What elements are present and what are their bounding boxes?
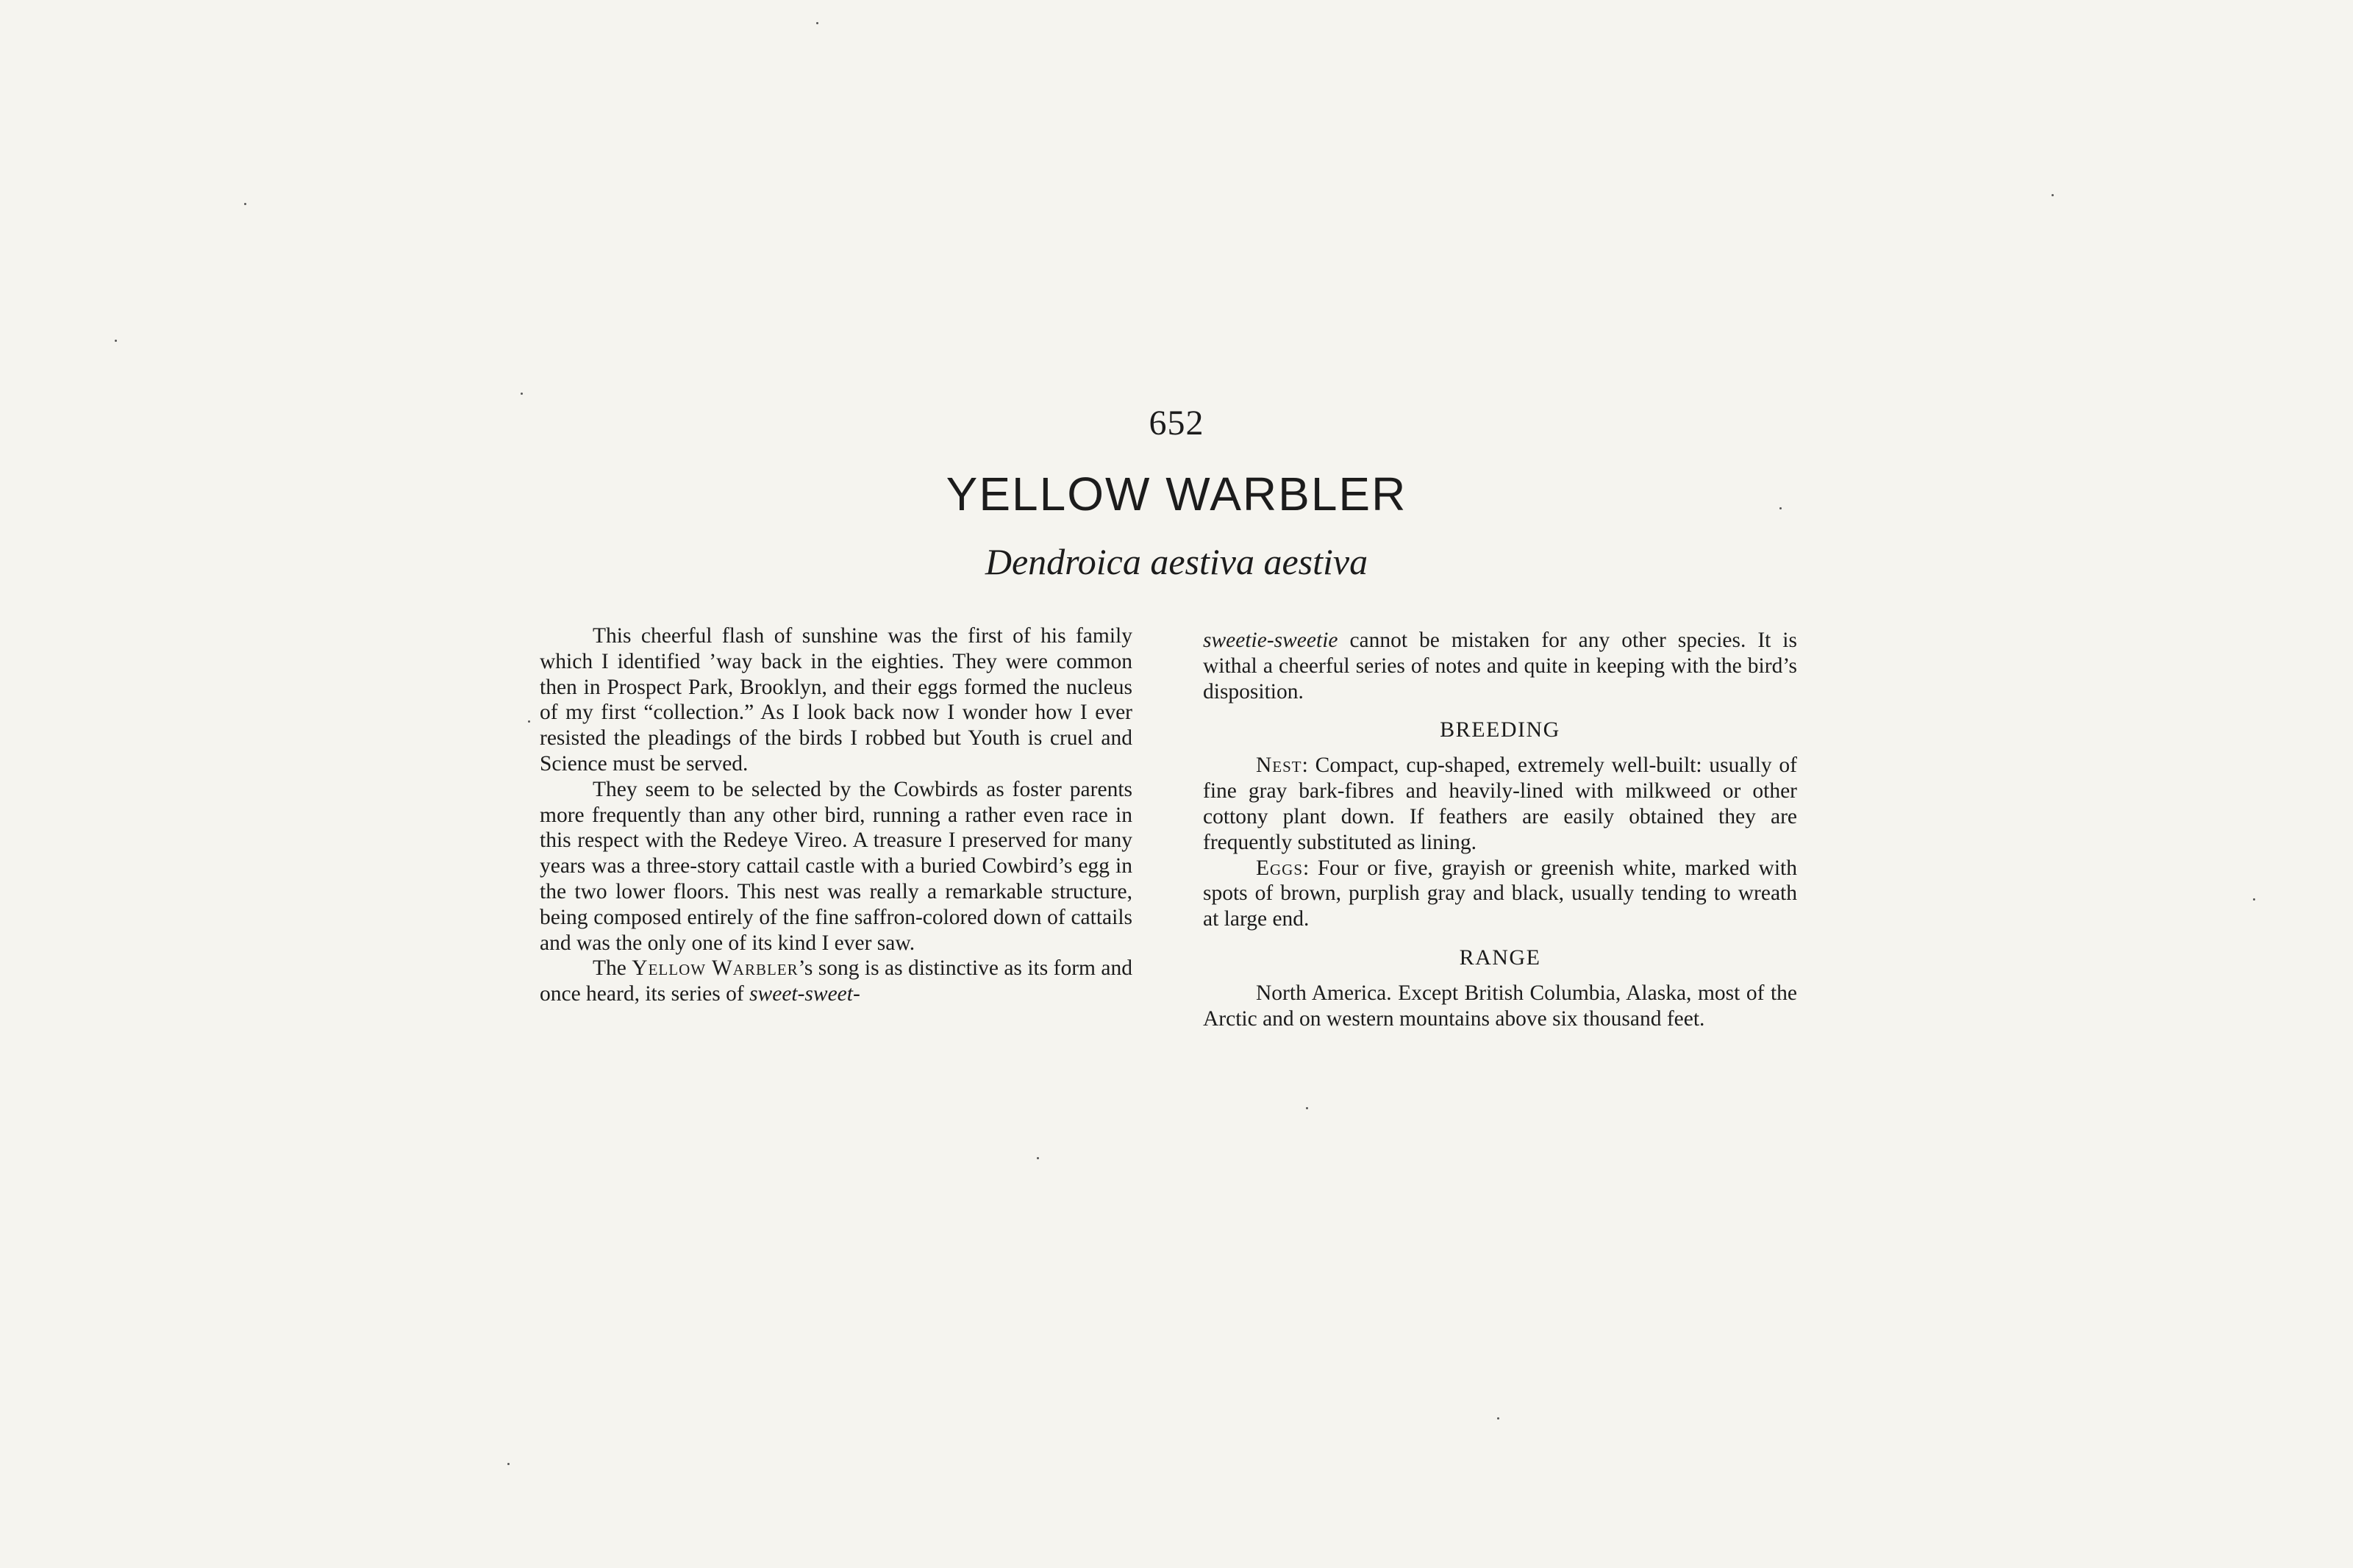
paper-speck: [1779, 507, 1782, 509]
paragraph-range: North America. Except British Columbia, Alaska, most of the Arctic and on western mountains above six thousand feet.: [1203, 981, 1797, 1031]
paragraph-eggs: [1203, 856, 1797, 932]
paper-speck: [521, 393, 523, 395]
paper-speck: [2253, 898, 2255, 901]
eggs-text: : Four or five, grayish or greenish white, marked with spots of brown, purplish gray and black, usually tending to wreath at large end.: [1203, 856, 1797, 931]
paper-speck: [244, 203, 246, 205]
paper-speck: [507, 1463, 510, 1465]
nest-text: : Compact, cup-shaped, extremely well-built: usually of fine gray bark-fibres and heavily-lined with milkweed or other cottony plant down. If feathers are easily obtained they are frequently substituted as lining.: [1203, 753, 1797, 854]
left-text-column: [540, 623, 1132, 1007]
paper-speck: [115, 340, 117, 342]
species-name-smallcaps: Yellow Warbler: [632, 956, 799, 981]
paper-speck: [1306, 1107, 1308, 1109]
paper-speck: [1037, 1157, 1039, 1159]
range-heading: RANGE: [1459, 945, 1541, 970]
eggs-label: Eggs: [1256, 856, 1304, 880]
paragraph-cowbirds: They seem to be selected by the Cowbirds as foster parents more frequently than any other bird, running a rather even race in this respect with the Redeye Vireo. A treasure I preserved for many years was a three-story cattail castle with a buried Cowbird’s egg in the two lower floors. This nest was really a remarkable structure, being composed entirely of the fine saffron-colored down of cattails and was the only one of its kind I ever saw.: [540, 777, 1132, 955]
song-phrase: sweet-sweet-: [749, 982, 860, 1006]
song-text: ’s song is as distinctive as its form and once heard, its series of: [540, 956, 1132, 1006]
paper-speck: [1497, 1417, 1499, 1420]
paper-speck: [528, 720, 530, 723]
paragraph-nest: [1203, 753, 1797, 855]
breeding-heading: BREEDING: [1440, 717, 1560, 742]
song-prefix: The: [593, 956, 632, 981]
song-phrase-continued: sweetie-sweetie: [1203, 629, 1338, 652]
paper-speck: [2052, 194, 2054, 196]
species-title: YELLOW WARBLER: [946, 468, 1407, 520]
scientific-name: Dendroica aestiva aestiva: [985, 541, 1368, 582]
nest-label: Nest: [1256, 753, 1302, 778]
right-text-column: [1203, 628, 1797, 1032]
paragraph-song: [540, 956, 1132, 1007]
page-number: 652: [1149, 404, 1204, 443]
song-continued-text: cannot be mistaken for any other species. It is withal a cheerful series of notes and quite in keeping with the bird’s disposition.: [1203, 629, 1797, 704]
paragraph-song-continued: [1203, 628, 1797, 704]
paper-speck: [816, 22, 818, 24]
paragraph-intro: This cheerful flash of sunshine was the first of his family which I identified ’way back in the eighties. They were common then in Prospect Park, Brooklyn, and their eggs formed the nucleus of my first “collection.” As I look back now I wonder how I ever resisted the pleadings of the birds I robbed but Youth is cruel and Science must be served.: [540, 624, 1132, 776]
